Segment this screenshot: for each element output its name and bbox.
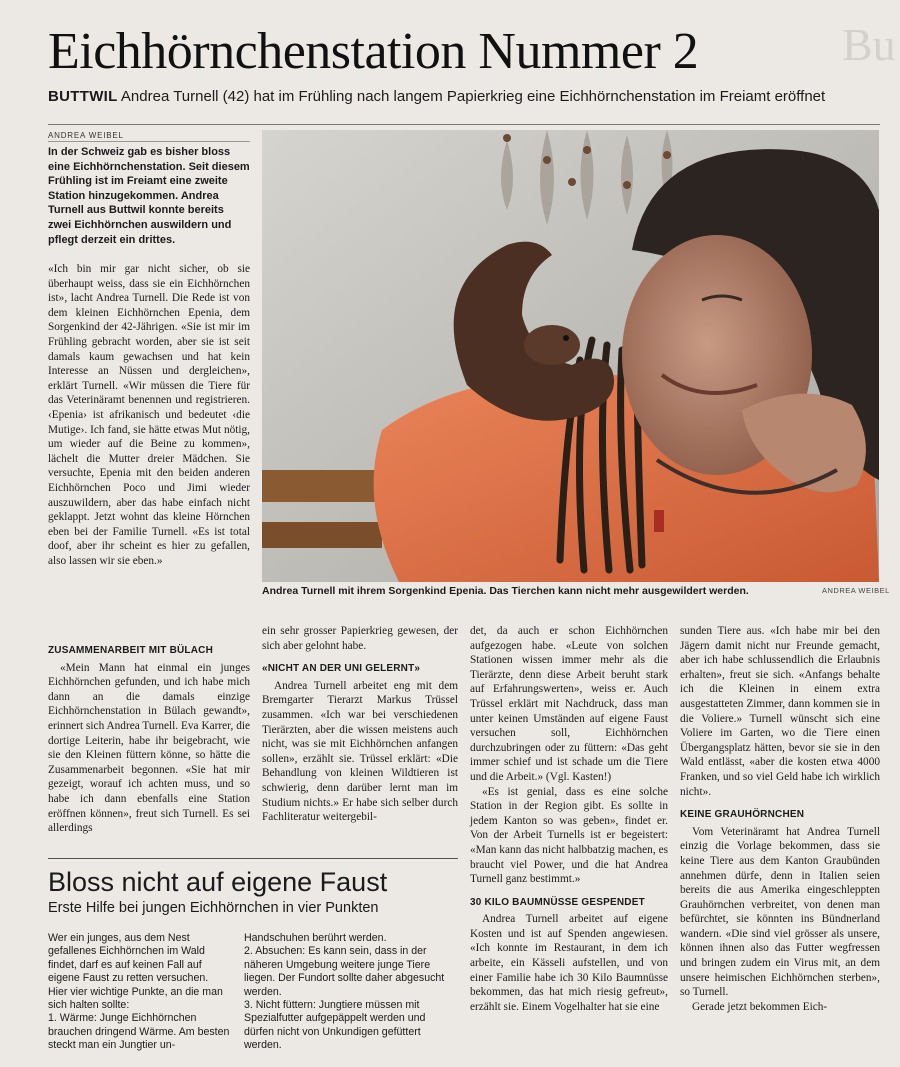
body-paragraph: Vom Veterinäramt hat Andrea Turnell einzig die Vorlage bekommen, dass sie keine Tiere aus dem Kanton Graubünden annehmen dürfe, denn in Italien seien bereits die aus Amerika eingeschleppten Grauhörnchen verbreitet, von denen man befürchtet, sie könnten ins Bündnerland wandern. «Die sind viel grösser als unsere, können ihnen also das Futter wegfressen und bringen zudem ein Virus mit, an dem unsere heimischen Eichhörnchen sterben», so Turnell. xyxy=(680,825,880,999)
photo xyxy=(262,130,879,582)
subheading: KEINE GRAUHÖRNCHEN xyxy=(680,809,805,821)
column-1-body xyxy=(48,262,250,568)
subheading: ZUSAMMENARBEIT MIT BÜLACH xyxy=(48,645,213,656)
column-3 xyxy=(470,624,668,1014)
column-2 xyxy=(262,624,458,825)
subheading: «NICHT AN DER UNI GELERNT» xyxy=(262,663,421,675)
body-paragraph: det, da auch er schon Eichhörnchen aufgezogen habe. «Leute von solchen Stationen wissen immer mehr als die Tierärzte, denn diese Arbeit beruht stark auf Erfahrungswerten», weiss er. Auch Trüssel erklärt mit Nachdruck, dass man unter keinen Umständen auf eigene Faust versuchen soll, Eichhörnchen durchzubringen oder zu füttern: «Das geht immer schief und ist schade um die Tiere und die Arbeit.» (Vgl. Kasten!) xyxy=(470,625,668,783)
box-paragraph: 2. Absuchen: Es kann sein, dass in der näheren Umgebung weitere junge Tiere liegen. Der Fundort sollte daher abgesucht werden. xyxy=(244,945,445,998)
header-rule xyxy=(48,124,880,125)
body-paragraph: Gerade jetzt bekommen Eich- xyxy=(692,1000,828,1013)
body-paragraph: ein sehr grosser Papierkrieg gewesen, der sich aber gelohnt habe. xyxy=(262,625,458,652)
box-paragraph: Handschuhen berührt werden. xyxy=(244,932,387,944)
byline: ANDREA WEIBEL xyxy=(48,131,124,140)
box-column-2 xyxy=(244,932,452,1053)
lead-paragraph: In der Schweiz gab es bisher bloss eine Eichhörnchenstation. Seit diesem Frühling ist im Freiamt eine zweite Station hinzugekommen. Andrea Turnell aus Buttwil konnte bereits zwei Eichhörnchen auswildern und pflegt derzeit ein drittes. xyxy=(48,146,250,246)
dateline: BUTTWIL xyxy=(48,88,118,105)
column-1-lower xyxy=(48,638,250,836)
body-paragraph: Andrea Turnell arbeitet eng mit dem Bremgarter Tierarzt Markus Trüssel zusammen. «Ich war bei verschiedenen Tierärzten, aber die wissen meistens auch nicht, was sie mit Eichhörnchen anfangen sollen», erzählt sie. Trüssel erklärt: «Die Behandlung von kleinen Wildtieren ist schwierig, denn darüber lernt man im Studium nichts.» Er habe sich selber durch Fachliteratur weitergebil- xyxy=(262,679,458,824)
box-column-1 xyxy=(48,932,230,1053)
column-4 xyxy=(680,624,880,1014)
headline: Eichhörnchenstation Nummer 2 xyxy=(48,23,699,80)
subtitle-text: Andrea Turnell (42) hat im Frühling nach langem Papierkrieg eine Eichhörnchenstation im Freiamt eröffnet xyxy=(120,88,826,105)
body-paragraph: «Ich bin mir gar nicht sicher, ob sie überhaupt weiss, dass sie ein Eichhörnchen ist», lacht Andrea Turnell. Die Rede ist von dem kleinen Eichhörnchen Epenia, dem Sorgenkind der 42-Jährigen. «Sie ist mir im Frühling gebracht worden, aber sie ist seit damals kaum gewachsen und hat kein Interesse an Nüssen und dergleichen», erklärt Turnell. «Wir müssen die Tiere für das Veterinäramt benennen und registrieren. ‹Epenia› ist afrikanisch und bedeutet ‹die Mutige›. Ich fand, sie hätte etwas Mut nötig, um wieder auf die Beine zu kommen», lächelt die Mutter dreier Mädchen. Sie versuchte, Epenia mit den beiden anderen Eichhörnchen Poco und Jimi wieder auszuwildern, aber das habe einfach nicht geklappt. Jetzt wohnt das kleine Hörnchen eben bei der Familie Turnell. «Es ist total doof, aber ihr scheint es hier zu gefallen, also lassen wir sie eben.» xyxy=(48,263,250,567)
subtitle xyxy=(48,88,825,106)
photo-credit: ANDREA WEIBEL xyxy=(822,586,890,595)
box-title: Bloss nicht auf eigene Faust xyxy=(48,867,388,897)
box-paragraph: 3. Nicht füttern: Jungtiere müssen mit Spezialfutter aufgepäppelt werden und dürfen nicht von Unkundigen gefüttert werden. xyxy=(244,999,426,1052)
body-paragraph: Andrea Turnell arbeitet auf eigene Kosten und ist auf Spenden angewiesen. «Ich konnte im Restaurant, in dem ich arbeite, ein Kässeli aufstellen, und von einer Familie habe ich 30 Kilo Baumnüsse bekommen, das hat mich riesig gefreut», erzählt sie. Einem Vogelhalter hat sie eine xyxy=(470,913,668,1013)
byline-rule xyxy=(48,141,250,142)
box-paragraph: 1. Wärme: Junge Eichhörnchen brauchen dringend Wärme. Am besten steckt man ein Jungtier un- xyxy=(48,1012,230,1052)
body-paragraph: «Mein Mann hat einmal ein junges Eichhörnchen gefunden, und ich habe mich dann an die damals einzige Eichhörnchenstation in Bülach gewandt», erinnert sich Andrea Turnell. Eva Karrer, die dortige Leiterin, habe ihr beigebracht, wie sie den Kleinen füttern könne, so hätte die Zusammenarbeit begonnen. «Sie hat mir gezeigt, worauf ich achten muss, und so habe ich dann ebenfalls eine Station eröffnen können», freut sich Turnell. Es sei allerdings xyxy=(48,661,250,835)
box-subtitle: Erste Hilfe bei jungen Eichhörnchen in vier Punkten xyxy=(48,900,379,916)
body-paragraph: sunden Tiere aus. «Ich habe mir bei den Jägern damit nicht nur Freunde gemacht, aber ich habe schlussendlich die Erlaubnis erhalten», freut sie sich. «Anfangs behalte ich die Kleinen in einem extra ausgestatteten Zimmer, dann kommen sie in die Voliere.» Turnell wünscht sich eine Voliere im Garten, wo die Tiere einen Übergangsplatz hätten, bevor sie sie in den Wald entlässt, «aber die kosten etwa 4000 Franken, und so viel Geld habe ich wirklich nicht». xyxy=(680,625,880,798)
photo-illustration xyxy=(262,130,879,582)
adjacent-page-bleed: Bu xyxy=(842,19,896,70)
body-paragraph: «Es ist genial, dass es eine solche Station in der Region gibt. Es sollte in jedem Kanton so was geben», findet er. Von der Arbeit Turnells ist er begeistert: «Man kann das nicht halbbatzig machen, es braucht viel Power, und die hat Andrea Turnell ganz bestimmt.» xyxy=(470,785,668,886)
photo-caption: Andrea Turnell mit ihrem Sorgenkind Epenia. Das Tierchen kann nicht mehr ausgewildert werden. xyxy=(262,585,749,597)
subheading: 30 KILO BAUMNÜSSE GESPENDET xyxy=(470,896,645,908)
box-paragraph: Wer ein junges, aus dem Nest gefallenes Eichhörnchen im Wald findet, darf es auf keinen Fall auf eigene Faust zu retten versuchen. Hier vier wichtige Punkte, an die man sich halten sollte: xyxy=(48,932,223,1012)
box-top-rule xyxy=(48,858,458,859)
